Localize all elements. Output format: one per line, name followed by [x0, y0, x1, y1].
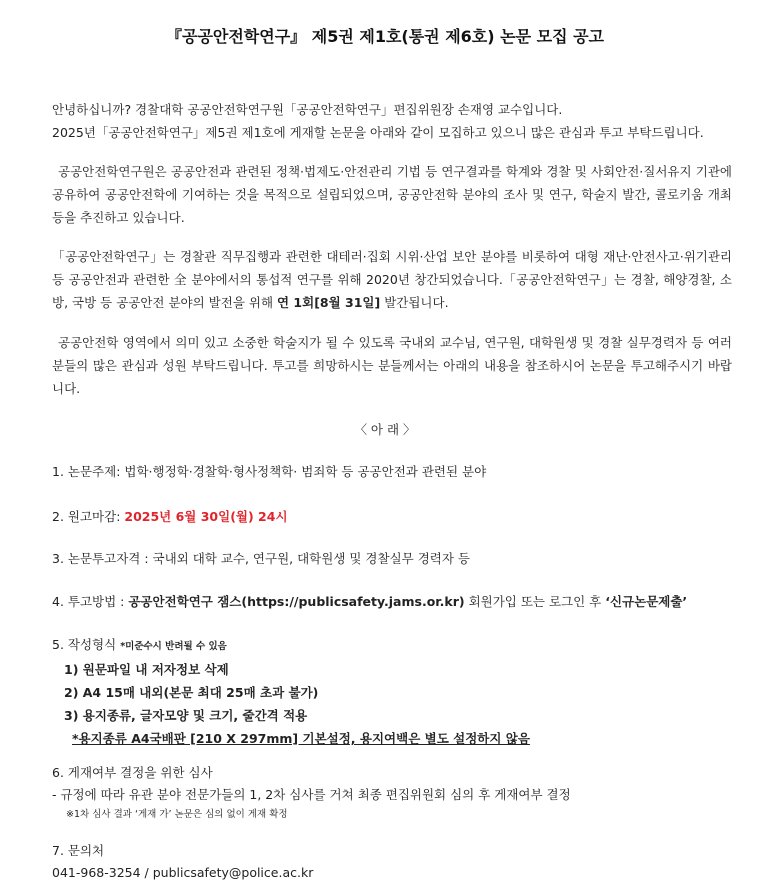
review-note: ※1차 심사 결과 ‘게재 가’ 논문은 심의 없이 게재 확정 — [66, 809, 288, 820]
greeting-line-2: 2025년「공공안전학연구」제5권 제1호에 게재할 논문을 아래와 같이 모집하고 있으니 많은 관심과 투고 부탁드립니다. — [52, 125, 704, 140]
item-eligibility: 3. 논문투고자격 : 국내외 대학 교수, 연구원, 대학원생 및 경찰실무 경력자 등 — [52, 551, 470, 566]
review-label: 6. 게재여부 결정을 위한 심사 — [52, 765, 213, 780]
item-review — [52, 761, 732, 824]
page-title: 『공공안전학연구』 제5권 제1호(통권 제6호) 논문 모집 공고 — [165, 27, 605, 46]
paragraph-journal — [52, 245, 732, 314]
journal-text: 「공공안전학연구」는 경찰관 직무집행과 관련한 대테러·집회 시위·산업 보안 분야를 비롯하여 대형 재난·안전사고·위기관리 등 공공안전과 관련한 全 분야에서의 통섭적 연구를 위해 2020년 창간되었습니다.「공공안전학연구」는 경찰, 해양경찰, 소방, 국방 등 공공안전 분야의 발전을 위해 — [52, 249, 732, 310]
format-rule-1: 1) 원문파일 내 저자정보 삭제 — [64, 662, 229, 677]
format-note: *미준수시 반려될 수 있음 — [120, 641, 227, 652]
deadline-value: 2025년 6월 30일(월) 24시 — [124, 509, 288, 524]
item-format — [52, 633, 732, 750]
item-method — [52, 590, 732, 613]
format-heading — [52, 633, 732, 658]
greeting — [52, 98, 732, 144]
item-contact — [52, 840, 732, 884]
deadline-label: 2. 원고마감: — [52, 509, 125, 524]
format-paper-note: *용지종류 A4국배판 [210 X 297mm] 기본설정, 용지여백은 별도 설정하지 않음 — [72, 731, 530, 746]
greeting-line-1: 안녕하십니까? 경찰대학 공공안전학연구원「공공안전학연구」편집위원장 손재영 교수입니다. — [52, 102, 563, 117]
contact-label: 7. 문의처 — [52, 843, 105, 858]
format-label: 5. 작성형식 — [52, 637, 121, 652]
new-submission-label: ‘신규논문제출’ — [605, 594, 688, 609]
contact-value[interactable]: 041-968-3254 / publicsafety@police.ac.kr — [52, 865, 314, 880]
item-topic: 1. 논문주제: 법학·행정학·경찰학·형사정책학· 범죄학 등 공공안전과 관련된 분야 — [52, 464, 487, 479]
submission-site-link[interactable]: 공공안전학연구 잼스(https://publicsafety.jams.or.kr) — [128, 594, 465, 609]
paragraph-institute: 공공안전학연구원은 공공안전과 관련된 정책·법제도·안전관리 기법 등 연구결과를 학계와 경찰 및 사회안전·질서유지 기관에 공유하여 공공안전학에 기여하는 것을 목적으로 설립되었으며, 공공안전학 분야의 조사 및 연구, 학술지 발간, 콜로키움 개최 등을 추진하고 있습니다. — [52, 164, 732, 225]
item-deadline — [52, 505, 732, 528]
review-desc: - 규정에 따라 유관 분야 전문가들의 1, 2차 심사를 거쳐 최종 편집위원회 심의 후 게재여부 결정 — [52, 787, 571, 802]
format-rule-2: 2) A4 15매 내외(본문 최대 25매 초과 불가) — [64, 685, 319, 700]
format-rule-3: 3) 용지종류, 글자모양 및 크기, 줄간격 적용 — [64, 708, 308, 723]
paragraph-invitation: 공공안전학 영역에서 의미 있고 소중한 학술지가 될 수 있도록 국내외 교수님, 연구원, 대학원생 및 경찰 실무경력자 등 여러분들의 많은 관심과 성원 부탁드립니다. 투고를 희망하시는 분들께서는 아래의 내용을 참조하시어 논문을 투고해주시기 바랍니다. — [52, 335, 732, 396]
method-mid: 회원가입 또는 로그인 후 — [464, 594, 606, 609]
journal-tail: 발간됩니다. — [380, 295, 449, 310]
below-heading: 〈 아 래 〉 — [354, 422, 416, 437]
method-label: 4. 투고방법 : — [52, 594, 129, 609]
publication-cycle: 연 1회[8월 31일] — [277, 295, 381, 310]
